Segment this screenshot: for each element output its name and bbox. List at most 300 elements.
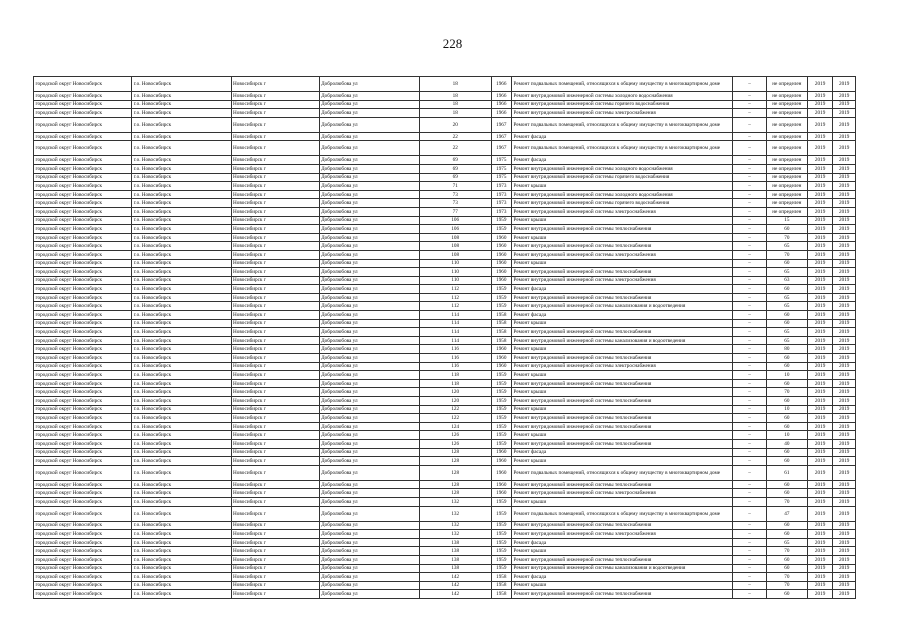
cell-area: – xyxy=(733,590,767,599)
cell-municipality: г.о. Новосибирск xyxy=(132,388,231,397)
cell-house-number: 69 xyxy=(419,173,491,182)
cell-work-type: Ремонт внутридомовой инженерной системы теплоснабжения xyxy=(512,480,733,489)
cell-settlement: Новосибирск г xyxy=(231,362,319,371)
cell-build-year: 1960 xyxy=(491,259,511,268)
cell-build-year: 1959 xyxy=(491,293,511,302)
cell-plan-year-to: 2019 xyxy=(833,538,856,547)
cell-cost: 60 xyxy=(766,319,807,328)
cell-plan-year-from: 2019 xyxy=(807,362,833,371)
cell-district: городской округ Новосибирск xyxy=(34,164,132,173)
table-row xyxy=(34,379,856,388)
cell-district: городской округ Новосибирск xyxy=(34,336,132,345)
cell-settlement: Новосибирск г xyxy=(231,164,319,173)
cell-settlement: Новосибирск г xyxy=(231,521,319,530)
cell-settlement: Новосибирск г xyxy=(231,564,319,573)
cell-plan-year-to: 2019 xyxy=(833,497,856,506)
cell-municipality: г.о. Новосибирск xyxy=(132,590,231,599)
cell-settlement: Новосибирск г xyxy=(231,100,319,109)
cell-area: – xyxy=(733,328,767,337)
cell-municipality: г.о. Новосибирск xyxy=(132,173,231,182)
cell-build-year: 1958 xyxy=(491,319,511,328)
table-row xyxy=(34,250,856,259)
cell-municipality: г.о. Новосибирск xyxy=(132,397,231,406)
cell-settlement: Новосибирск г xyxy=(231,92,319,101)
cell-plan-year-from: 2019 xyxy=(807,77,833,92)
cell-work-type: Ремонт фасада xyxy=(512,156,733,165)
cell-house-number: 122 xyxy=(419,405,491,414)
cell-plan-year-to: 2019 xyxy=(833,319,856,328)
cell-street: Добролюбова ул xyxy=(319,100,419,109)
cell-municipality: г.о. Новосибирск xyxy=(132,497,231,506)
cell-district: городской округ Новосибирск xyxy=(34,388,132,397)
table-row xyxy=(34,259,856,268)
cell-build-year: 1973 xyxy=(491,207,511,216)
cell-plan-year-to: 2019 xyxy=(833,422,856,431)
cell-street: Добролюбова ул xyxy=(319,336,419,345)
cell-municipality: г.о. Новосибирск xyxy=(132,362,231,371)
cell-district: городской округ Новосибирск xyxy=(34,448,132,457)
cell-build-year: 1966 xyxy=(491,100,511,109)
cell-work-type: Ремонт внутридомовой инженерной системы электроснабжения xyxy=(512,109,733,118)
cell-area: – xyxy=(733,319,767,328)
cell-municipality: г.о. Новосибирск xyxy=(132,457,231,466)
cell-work-type: Ремонт внутридомовой инженерной системы теплоснабжения xyxy=(512,225,733,234)
table-row xyxy=(34,439,856,448)
cell-house-number: 18 xyxy=(419,92,491,101)
cell-build-year: 1959 xyxy=(491,302,511,311)
cell-district: городской округ Новосибирск xyxy=(34,319,132,328)
cell-build-year: 1958 xyxy=(491,336,511,345)
cell-house-number: 22 xyxy=(419,141,491,156)
cell-build-year: 1959 xyxy=(491,431,511,440)
table-row xyxy=(34,506,856,521)
cell-district: городской округ Новосибирск xyxy=(34,422,132,431)
cell-settlement: Новосибирск г xyxy=(231,336,319,345)
cell-street: Добролюбова ул xyxy=(319,457,419,466)
cell-build-year: 1959 xyxy=(491,405,511,414)
cell-cost: 70 xyxy=(766,581,807,590)
cell-house-number: 69 xyxy=(419,156,491,165)
table-row xyxy=(34,207,856,216)
cell-plan-year-to: 2019 xyxy=(833,233,856,242)
cell-settlement: Новосибирск г xyxy=(231,431,319,440)
cell-municipality: г.о. Новосибирск xyxy=(132,439,231,448)
cell-plan-year-from: 2019 xyxy=(807,521,833,530)
cell-work-type: Ремонт внутридомовой инженерной системы канализования и водоотведения xyxy=(512,302,733,311)
cell-district: городской округ Новосибирск xyxy=(34,431,132,440)
cell-house-number: 128 xyxy=(419,457,491,466)
cell-settlement: Новосибирск г xyxy=(231,182,319,191)
cell-cost: 60 xyxy=(766,590,807,599)
cell-district: городской округ Новосибирск xyxy=(34,225,132,234)
cell-municipality: г.о. Новосибирск xyxy=(132,109,231,118)
cell-settlement: Новосибирск г xyxy=(231,530,319,539)
cell-municipality: г.о. Новосибирск xyxy=(132,465,231,480)
cell-plan-year-to: 2019 xyxy=(833,439,856,448)
cell-settlement: Новосибирск г xyxy=(231,268,319,277)
cell-street: Добролюбова ул xyxy=(319,345,419,354)
cell-build-year: 1959 xyxy=(491,225,511,234)
cell-house-number: 114 xyxy=(419,328,491,337)
cell-house-number: 73 xyxy=(419,199,491,208)
cell-municipality: г.о. Новосибирск xyxy=(132,293,231,302)
cell-street: Добролюбова ул xyxy=(319,293,419,302)
cell-municipality: г.о. Новосибирск xyxy=(132,319,231,328)
table-row xyxy=(34,405,856,414)
cell-cost: не определен xyxy=(766,141,807,156)
cell-cost: 60 xyxy=(766,285,807,294)
cell-street: Добролюбова ул xyxy=(319,530,419,539)
cell-area: – xyxy=(733,285,767,294)
cell-area: – xyxy=(733,77,767,92)
cell-district: городской округ Новосибирск xyxy=(34,207,132,216)
cell-settlement: Новосибирск г xyxy=(231,489,319,498)
cell-cost: 70 xyxy=(766,250,807,259)
cell-street: Добролюбова ул xyxy=(319,397,419,406)
cell-municipality: г.о. Новосибирск xyxy=(132,431,231,440)
cell-cost: 60 xyxy=(766,448,807,457)
cell-cost: не определен xyxy=(766,156,807,165)
cell-area: – xyxy=(733,100,767,109)
cell-build-year: 1967 xyxy=(491,117,511,132)
cell-municipality: г.о. Новосибирск xyxy=(132,268,231,277)
cell-area: – xyxy=(733,268,767,277)
cell-municipality: г.о. Новосибирск xyxy=(132,538,231,547)
cell-house-number: 118 xyxy=(419,379,491,388)
cell-municipality: г.о. Новосибирск xyxy=(132,422,231,431)
cell-district: городской округ Новосибирск xyxy=(34,521,132,530)
cell-settlement: Новосибирск г xyxy=(231,77,319,92)
cell-street: Добролюбова ул xyxy=(319,328,419,337)
cell-build-year: 1959 xyxy=(491,285,511,294)
cell-district: городской округ Новосибирск xyxy=(34,489,132,498)
cell-house-number: 138 xyxy=(419,538,491,547)
cell-plan-year-from: 2019 xyxy=(807,345,833,354)
cell-house-number: 20 xyxy=(419,117,491,132)
cell-cost: 65 xyxy=(766,268,807,277)
cell-plan-year-to: 2019 xyxy=(833,581,856,590)
cell-plan-year-to: 2019 xyxy=(833,259,856,268)
cell-municipality: г.о. Новосибирск xyxy=(132,354,231,363)
cell-plan-year-from: 2019 xyxy=(807,100,833,109)
cell-plan-year-from: 2019 xyxy=(807,276,833,285)
table-row xyxy=(34,431,856,440)
cell-area: – xyxy=(733,109,767,118)
cell-plan-year-to: 2019 xyxy=(833,242,856,251)
cell-plan-year-to: 2019 xyxy=(833,371,856,380)
cell-build-year: 1959 xyxy=(491,555,511,564)
cell-cost: не определен xyxy=(766,109,807,118)
cell-build-year: 1960 xyxy=(491,233,511,242)
cell-build-year: 1960 xyxy=(491,457,511,466)
cell-plan-year-from: 2019 xyxy=(807,141,833,156)
cell-district: городской округ Новосибирск xyxy=(34,233,132,242)
cell-street: Добролюбова ул xyxy=(319,216,419,225)
cell-district: городской округ Новосибирск xyxy=(34,555,132,564)
cell-district: городской округ Новосибирск xyxy=(34,173,132,182)
cell-area: – xyxy=(733,190,767,199)
cell-municipality: г.о. Новосибирск xyxy=(132,302,231,311)
cell-district: городской округ Новосибирск xyxy=(34,530,132,539)
cell-area: – xyxy=(733,581,767,590)
cell-area: – xyxy=(733,573,767,582)
cell-plan-year-from: 2019 xyxy=(807,457,833,466)
cell-settlement: Новосибирск г xyxy=(231,439,319,448)
cell-area: – xyxy=(733,489,767,498)
cell-build-year: 1960 xyxy=(491,242,511,251)
cell-work-type: Ремонт фасада xyxy=(512,311,733,320)
cell-area: – xyxy=(733,259,767,268)
cell-work-type: Ремонт крыши xyxy=(512,581,733,590)
cell-plan-year-to: 2019 xyxy=(833,285,856,294)
cell-area: – xyxy=(733,250,767,259)
cell-street: Добролюбова ул xyxy=(319,242,419,251)
cell-area: – xyxy=(733,547,767,556)
table-row xyxy=(34,397,856,406)
cell-street: Добролюбова ул xyxy=(319,371,419,380)
cell-settlement: Новосибирск г xyxy=(231,555,319,564)
cell-build-year: 1960 xyxy=(491,345,511,354)
cell-plan-year-to: 2019 xyxy=(833,336,856,345)
cell-plan-year-from: 2019 xyxy=(807,336,833,345)
cell-work-type: Ремонт крыши xyxy=(512,182,733,191)
cell-house-number: 132 xyxy=(419,506,491,521)
cell-build-year: 1959 xyxy=(491,521,511,530)
cell-plan-year-from: 2019 xyxy=(807,199,833,208)
cell-plan-year-from: 2019 xyxy=(807,268,833,277)
cell-street: Добролюбова ул xyxy=(319,268,419,277)
cell-plan-year-to: 2019 xyxy=(833,311,856,320)
cell-build-year: 1967 xyxy=(491,141,511,156)
cell-area: – xyxy=(733,117,767,132)
cell-street: Добролюбова ул xyxy=(319,77,419,92)
cell-street: Добролюбова ул xyxy=(319,448,419,457)
cell-build-year: 1959 xyxy=(491,371,511,380)
cell-district: городской округ Новосибирск xyxy=(34,547,132,556)
cell-cost: 10 xyxy=(766,371,807,380)
cell-house-number: 112 xyxy=(419,293,491,302)
cell-work-type: Ремонт внутридомовой инженерной системы холодного водоснабжения xyxy=(512,164,733,173)
cell-area: – xyxy=(733,457,767,466)
cell-plan-year-to: 2019 xyxy=(833,388,856,397)
cell-area: – xyxy=(733,345,767,354)
cell-cost: не определен xyxy=(766,77,807,92)
cell-plan-year-from: 2019 xyxy=(807,92,833,101)
cell-build-year: 1960 xyxy=(491,276,511,285)
cell-municipality: г.о. Новосибирск xyxy=(132,506,231,521)
table-row xyxy=(34,302,856,311)
cell-build-year: 1958 xyxy=(491,581,511,590)
cell-cost: 70 xyxy=(766,388,807,397)
cell-settlement: Новосибирск г xyxy=(231,480,319,489)
cell-street: Добролюбова ул xyxy=(319,250,419,259)
cell-build-year: 1959 xyxy=(491,547,511,556)
cell-area: – xyxy=(733,431,767,440)
cell-house-number: 138 xyxy=(419,547,491,556)
cell-settlement: Новосибирск г xyxy=(231,345,319,354)
cell-district: городской округ Новосибирск xyxy=(34,506,132,521)
cell-street: Добролюбова ул xyxy=(319,276,419,285)
cell-cost: 60 xyxy=(766,362,807,371)
cell-municipality: г.о. Новосибирск xyxy=(132,564,231,573)
table-row xyxy=(34,132,856,141)
table-row xyxy=(34,164,856,173)
cell-build-year: 1966 xyxy=(491,92,511,101)
cell-settlement: Новосибирск г xyxy=(231,276,319,285)
cell-build-year: 1959 xyxy=(491,397,511,406)
cell-plan-year-to: 2019 xyxy=(833,530,856,539)
table-row xyxy=(34,414,856,423)
cell-plan-year-from: 2019 xyxy=(807,538,833,547)
cell-work-type: Ремонт внутридомовой инженерной системы теплоснабжения xyxy=(512,397,733,406)
cell-build-year: 1973 xyxy=(491,182,511,191)
cell-house-number: 138 xyxy=(419,564,491,573)
cell-area: – xyxy=(733,538,767,547)
cell-cost: 65 xyxy=(766,242,807,251)
cell-plan-year-to: 2019 xyxy=(833,190,856,199)
cell-cost: 60 xyxy=(766,555,807,564)
cell-plan-year-from: 2019 xyxy=(807,480,833,489)
cell-street: Добролюбова ул xyxy=(319,132,419,141)
cell-cost: 70 xyxy=(766,547,807,556)
cell-build-year: 1960 xyxy=(491,250,511,259)
cell-settlement: Новосибирск г xyxy=(231,311,319,320)
cell-plan-year-to: 2019 xyxy=(833,156,856,165)
cell-settlement: Новосибирск г xyxy=(231,302,319,311)
cell-street: Добролюбова ул xyxy=(319,573,419,582)
cell-street: Добролюбова ул xyxy=(319,405,419,414)
cell-district: городской округ Новосибирск xyxy=(34,302,132,311)
cell-municipality: г.о. Новосибирск xyxy=(132,521,231,530)
cell-cost: не определен xyxy=(766,92,807,101)
cell-municipality: г.о. Новосибирск xyxy=(132,328,231,337)
cell-build-year: 1959 xyxy=(491,506,511,521)
cell-settlement: Новосибирск г xyxy=(231,405,319,414)
cell-cost: 60 xyxy=(766,480,807,489)
table-row xyxy=(34,590,856,599)
cell-plan-year-from: 2019 xyxy=(807,225,833,234)
cell-build-year: 1960 xyxy=(491,480,511,489)
cell-work-type: Ремонт крыши xyxy=(512,405,733,414)
cell-cost: 70 xyxy=(766,497,807,506)
cell-street: Добролюбова ул xyxy=(319,379,419,388)
cell-cost: не определен xyxy=(766,117,807,132)
cell-house-number: 124 xyxy=(419,422,491,431)
cell-work-type: Ремонт внутридомовой инженерной системы горячего водоснабжения xyxy=(512,173,733,182)
cell-district: городской округ Новосибирск xyxy=(34,497,132,506)
cell-municipality: г.о. Новосибирск xyxy=(132,581,231,590)
cell-house-number: 116 xyxy=(419,354,491,363)
table-row xyxy=(34,581,856,590)
cell-settlement: Новосибирск г xyxy=(231,465,319,480)
cell-street: Добролюбова ул xyxy=(319,156,419,165)
cell-plan-year-from: 2019 xyxy=(807,207,833,216)
cell-street: Добролюбова ул xyxy=(319,207,419,216)
cell-plan-year-from: 2019 xyxy=(807,465,833,480)
cell-plan-year-from: 2019 xyxy=(807,216,833,225)
cell-municipality: г.о. Новосибирск xyxy=(132,276,231,285)
cell-settlement: Новосибирск г xyxy=(231,581,319,590)
cell-cost: не определен xyxy=(766,100,807,109)
cell-work-type: Ремонт подвальных помещений, относящихся к общему имуществу в многоквартирном доме xyxy=(512,77,733,92)
cell-settlement: Новосибирск г xyxy=(231,156,319,165)
cell-build-year: 1958 xyxy=(491,328,511,337)
cell-plan-year-from: 2019 xyxy=(807,156,833,165)
cell-work-type: Ремонт подвальных помещений, относящихся к общему имуществу в многоквартирном доме xyxy=(512,141,733,156)
cell-plan-year-to: 2019 xyxy=(833,199,856,208)
cell-municipality: г.о. Новосибирск xyxy=(132,530,231,539)
cell-build-year: 1960 xyxy=(491,448,511,457)
cell-area: – xyxy=(733,371,767,380)
cell-municipality: г.о. Новосибирск xyxy=(132,77,231,92)
cell-cost: 60 xyxy=(766,259,807,268)
cell-house-number: 77 xyxy=(419,207,491,216)
cell-settlement: Новосибирск г xyxy=(231,573,319,582)
cell-plan-year-to: 2019 xyxy=(833,250,856,259)
cell-settlement: Новосибирск г xyxy=(231,242,319,251)
cell-plan-year-to: 2019 xyxy=(833,590,856,599)
table-row xyxy=(34,293,856,302)
cell-work-type: Ремонт фасада xyxy=(512,538,733,547)
cell-build-year: 1959 xyxy=(491,216,511,225)
cell-district: городской округ Новосибирск xyxy=(34,371,132,380)
cell-build-year: 1975 xyxy=(491,156,511,165)
cell-plan-year-from: 2019 xyxy=(807,293,833,302)
cell-house-number: 108 xyxy=(419,242,491,251)
table-row xyxy=(34,555,856,564)
cell-house-number: 142 xyxy=(419,573,491,582)
cell-work-type: Ремонт внутридомовой инженерной системы канализования и водоотведения xyxy=(512,336,733,345)
cell-settlement: Новосибирск г xyxy=(231,259,319,268)
cell-cost: 60 xyxy=(766,311,807,320)
cell-house-number: 108 xyxy=(419,233,491,242)
cell-street: Добролюбова ул xyxy=(319,182,419,191)
cell-street: Добролюбова ул xyxy=(319,547,419,556)
cell-area: – xyxy=(733,405,767,414)
cell-district: городской округ Новосибирск xyxy=(34,573,132,582)
cell-area: – xyxy=(733,311,767,320)
cell-plan-year-to: 2019 xyxy=(833,521,856,530)
cell-plan-year-to: 2019 xyxy=(833,480,856,489)
cell-area: – xyxy=(733,480,767,489)
cell-settlement: Новосибирск г xyxy=(231,379,319,388)
cell-plan-year-to: 2019 xyxy=(833,92,856,101)
cell-district: городской округ Новосибирск xyxy=(34,100,132,109)
cell-cost: 40 xyxy=(766,439,807,448)
table-row xyxy=(34,199,856,208)
table-row xyxy=(34,156,856,165)
cell-plan-year-to: 2019 xyxy=(833,414,856,423)
cell-plan-year-to: 2019 xyxy=(833,489,856,498)
cell-area: – xyxy=(733,530,767,539)
cell-plan-year-from: 2019 xyxy=(807,489,833,498)
cell-plan-year-from: 2019 xyxy=(807,328,833,337)
cell-settlement: Новосибирск г xyxy=(231,293,319,302)
cell-municipality: г.о. Новосибирск xyxy=(132,480,231,489)
cell-cost: 10 xyxy=(766,405,807,414)
cell-street: Добролюбова ул xyxy=(319,439,419,448)
cell-work-type: Ремонт подвальных помещений, относящихся к общему имуществу в многоквартирном доме xyxy=(512,117,733,132)
cell-plan-year-to: 2019 xyxy=(833,182,856,191)
cell-district: городской округ Новосибирск xyxy=(34,345,132,354)
cell-house-number: 128 xyxy=(419,480,491,489)
cell-area: – xyxy=(733,182,767,191)
cell-plan-year-to: 2019 xyxy=(833,100,856,109)
cell-district: городской округ Новосибирск xyxy=(34,414,132,423)
cell-plan-year-from: 2019 xyxy=(807,506,833,521)
cell-street: Добролюбова ул xyxy=(319,590,419,599)
cell-plan-year-from: 2019 xyxy=(807,497,833,506)
